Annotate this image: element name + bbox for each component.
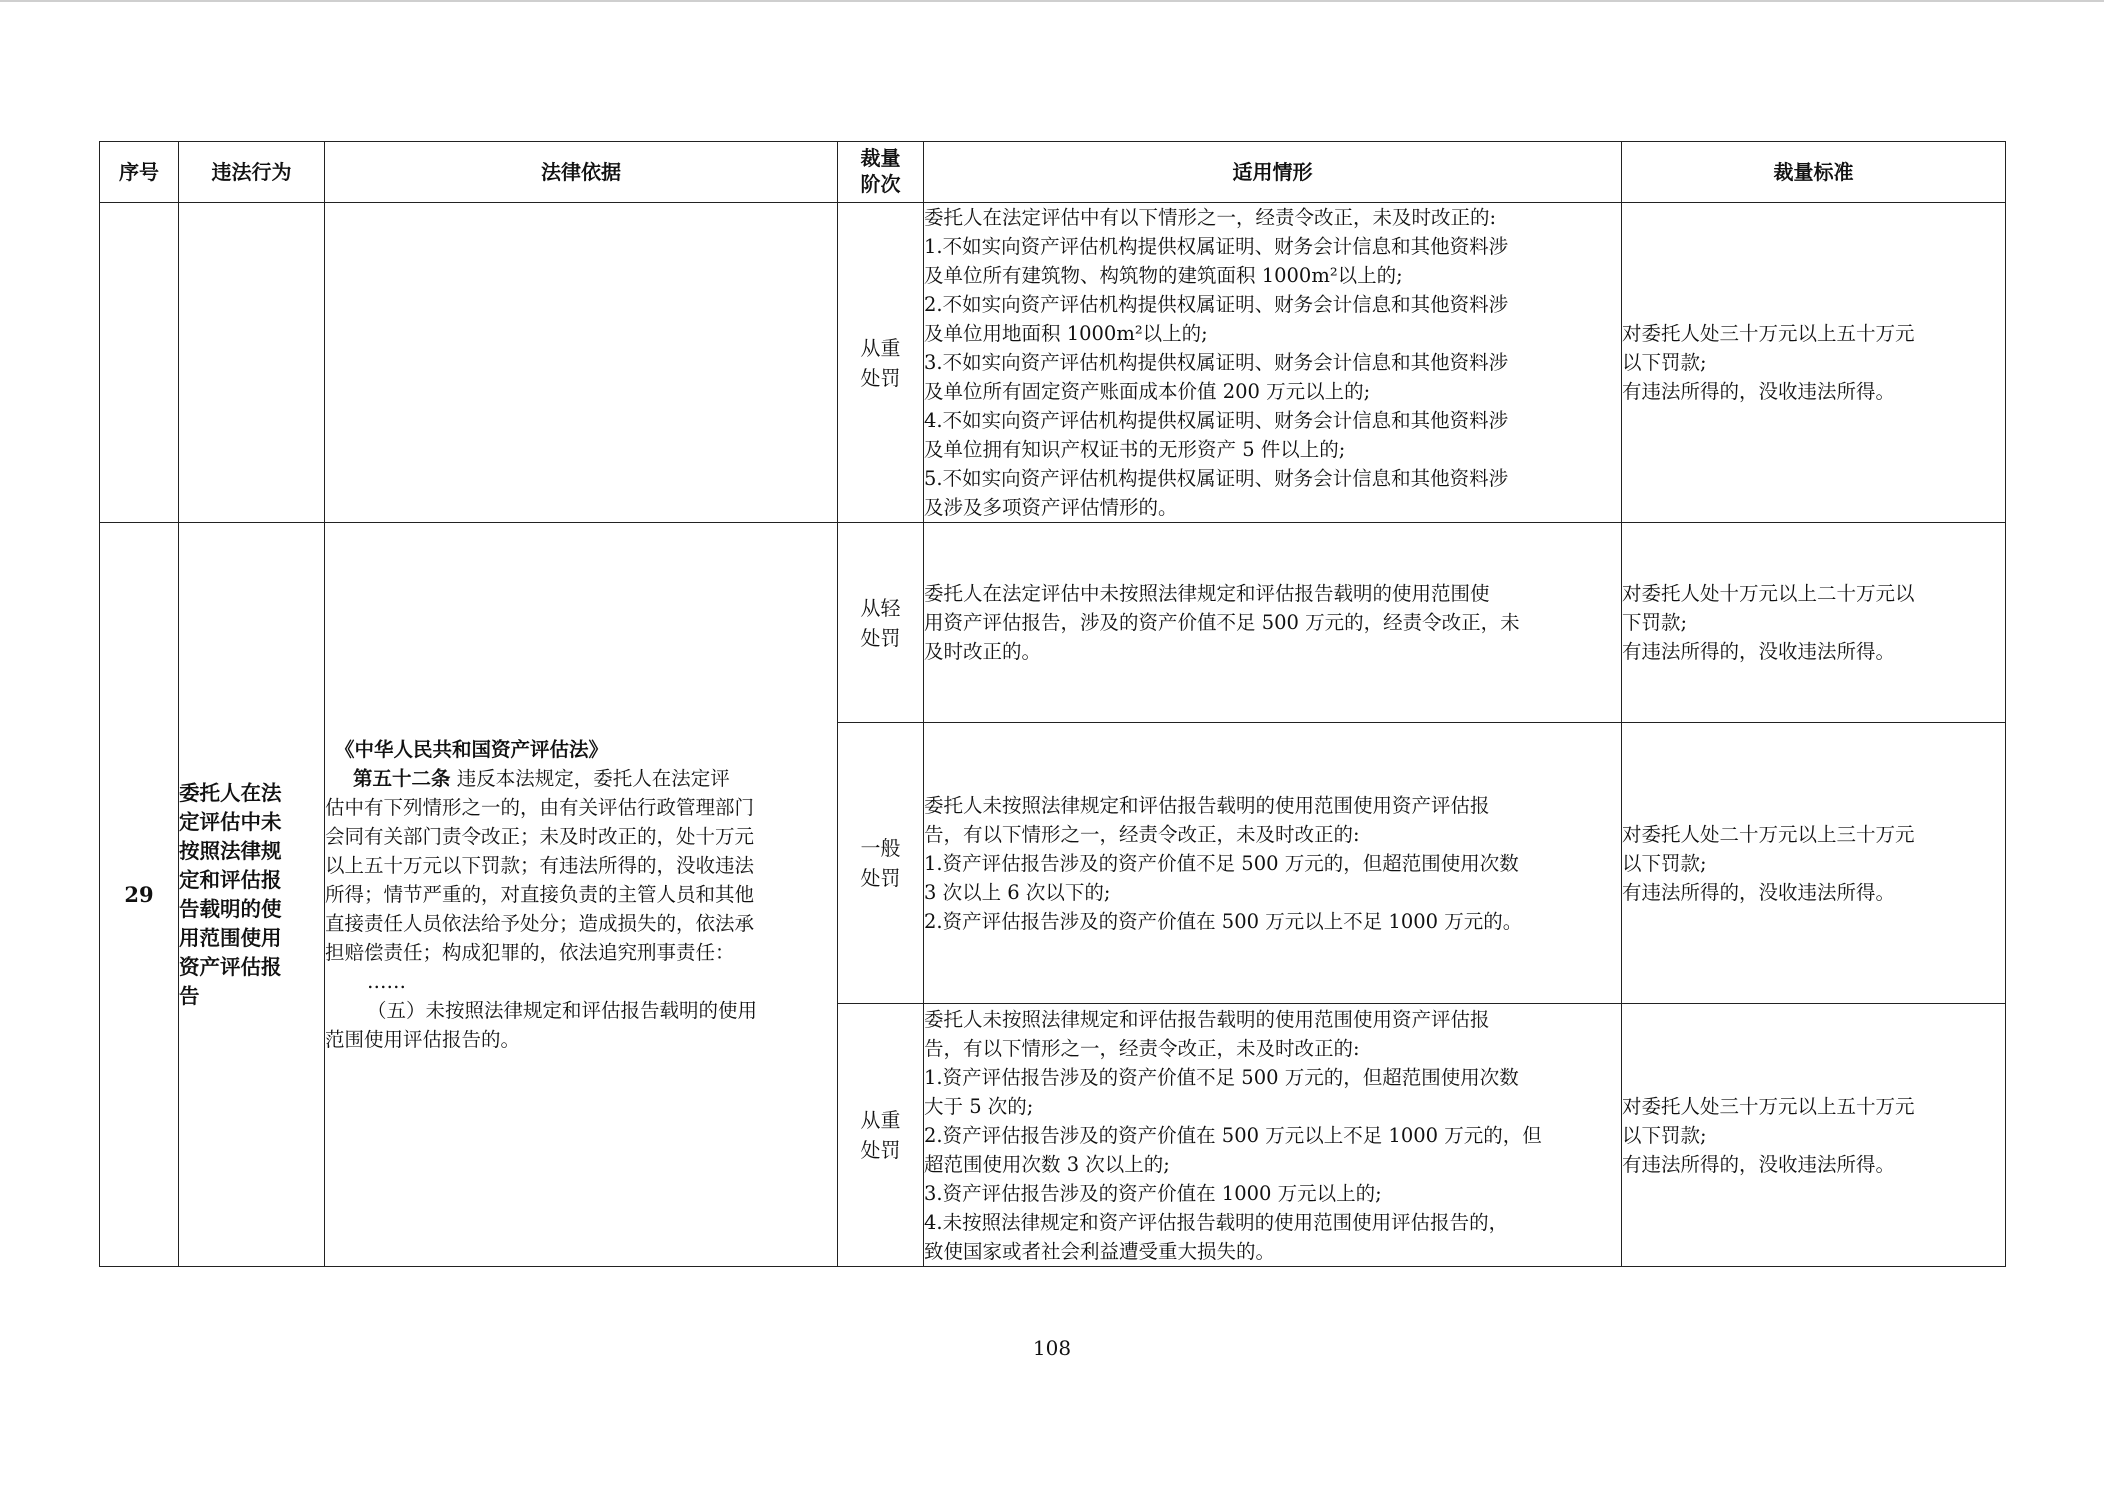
header-level-line: 阶次 [860,172,901,196]
standard-line: 以下罚款; [1622,851,1707,875]
condition-line: 及单位拥有知识产权证书的无形资产 5 件以上的; [924,438,1346,461]
condition-line: 1.不如实向资产评估机构提供权属证明、财务会计信息和其他资料涉 [924,235,1509,258]
condition-line: 超范围使用次数 3 次以上的; [924,1152,1170,1176]
article-item-line: 范围使用评估报告的。 [325,1028,521,1051]
legal-cell-empty [325,203,838,523]
seq-cell: 29 [100,523,179,1267]
condition-line: 2.不如实向资产评估机构提供权属证明、财务会计信息和其他资料涉 [924,293,1509,316]
condition-line: 告，有以下情形之一，经责令改正，未及时改正的: [924,822,1360,846]
standard-line: 有违法所得的，没收违法所得。 [1622,380,1896,403]
violation-line: 委托人在法 [179,780,282,805]
level-text: 处罚 [860,866,901,890]
level-cell [838,523,924,723]
level-cell [838,203,924,523]
condition-line: 2.资产评估报告涉及的资产价值在 500 万元以上不足 1000 万元的。 [924,909,1523,933]
header-seq: 序号 [100,142,179,203]
discretion-standard-table [99,141,2006,1267]
article-line: 以上五十万元以下罚款；有违法所得的，没收违法 [325,854,755,877]
article-line: 违反本法规定，委托人在法定评 [456,767,730,790]
standard-cell [1622,523,2006,723]
condition-line: 及单位所有固定资产账面成本价值 200 万元以上的; [924,380,1371,403]
level-text: 处罚 [860,625,901,650]
standard-line: 对委托人处二十万元以上三十万元 [1622,822,1915,846]
condition-line: 委托人在法定评估中有以下情形之一，经责令改正，未及时改正的: [924,206,1497,229]
condition-line: 4.未按照法律规定和资产评估报告载明的使用范围使用评估报告的， [924,1210,1509,1234]
violation-cell-empty [179,203,325,523]
condition-line: 及时改正的。 [924,640,1042,663]
article-line: 估中有下列情形之一的，由有关评估行政管理部门 [325,796,755,819]
condition-line: 4.不如实向资产评估机构提供权属证明、财务会计信息和其他资料涉 [924,409,1509,432]
violation-line: 告载明的使 [179,896,282,921]
level-cell [838,723,924,1004]
article-item-line: （五）未按照法律规定和评估报告载明的使用 [367,999,758,1022]
condition-line: 及单位所有建筑物、构筑物的建筑面积 1000m²以上的; [924,264,1403,287]
law-title: 《中华人民共和国资产评估法》 [335,738,609,761]
standard-cell [1622,1004,2006,1267]
header-level-line: 裁量 [860,146,901,170]
level-text: 处罚 [860,1138,901,1162]
condition-line: 5.不如实向资产评估机构提供权属证明、财务会计信息和其他资料涉 [924,467,1509,490]
standard-line: 对委托人处十万元以上二十万元以 [1622,582,1915,605]
legal-basis-cell [325,523,838,1267]
article-line: 担赔偿责任；构成犯罪的，依法追究刑事责任： [325,941,735,964]
level-text: 从重 [860,1108,901,1132]
standard-line: 有违法所得的，没收违法所得。 [1622,880,1896,904]
condition-line: 及单位用地面积 1000m²以上的; [924,322,1208,345]
level-text: 一般 [860,836,901,860]
condition-line: 3 次以上 6 次以下的; [924,880,1111,904]
article-line: 所得；情节严重的，对直接负责的主管人员和其他 [325,883,755,906]
level-text: 处罚 [860,365,901,390]
table-header-row [100,142,2006,203]
standard-line: 下罚款; [1622,611,1688,634]
condition-line: 1.资产评估报告涉及的资产价值不足 500 万元的，但超范围使用次数 [924,1065,1519,1089]
condition-line: 1.资产评估报告涉及的资产价值不足 500 万元的，但超范围使用次数 [924,851,1519,875]
standard-line: 有违法所得的，没收违法所得。 [1622,640,1896,663]
violation-line: 定评估中未 [179,809,282,834]
condition-cell [924,723,1622,1004]
header-applicable-situation: 适用情形 [924,142,1622,203]
condition-cell [924,1004,1622,1267]
condition-line: 及涉及多项资产评估情形的。 [924,496,1178,519]
standard-cell [1622,723,2006,1004]
header-standard: 裁量标准 [1622,142,2006,203]
standard-line: 对委托人处三十万元以上五十万元 [1622,1094,1915,1118]
violation-cell [179,523,325,1267]
standard-line: 有违法所得的，没收违法所得。 [1622,1152,1896,1176]
condition-line: 委托人未按照法律规定和评估报告载明的使用范围使用资产评估报 [924,793,1490,817]
condition-line: 3.资产评估报告涉及的资产价值在 1000 万元以上的; [924,1181,1382,1205]
level-cell [838,1004,924,1267]
violation-line: 用范围使用 [179,925,282,950]
table-row [100,203,2006,523]
header-legal-basis: 法律依据 [325,142,838,203]
level-text: 从轻 [860,595,901,620]
condition-line: 委托人在法定评估中未按照法律规定和评估报告载明的使用范围使 [924,582,1490,605]
seq-cell-empty [100,203,179,523]
header-violation: 违法行为 [179,142,325,203]
condition-line: 告，有以下情形之一，经责令改正，未及时改正的: [924,1036,1360,1060]
article-heading: 第五十二条 [353,767,451,790]
condition-line: 用资产评估报告，涉及的资产价值不足 500 万元的，经责令改正，未 [924,611,1520,634]
page-number: 108 [1032,1336,1072,1360]
condition-line: 大于 5 次的; [924,1094,1034,1118]
standard-line: 以下罚款; [1622,351,1707,374]
violation-line: 告 [179,983,200,1008]
header-level [838,142,924,203]
page-top-edge [0,0,2104,2]
violation-line: 定和评估报 [179,867,282,892]
violation-line: 按照法律规 [179,838,282,863]
level-text: 从重 [860,335,901,360]
ellipsis: …… [367,970,406,993]
standard-cell [1622,203,2006,523]
condition-line: 3.不如实向资产评估机构提供权属证明、财务会计信息和其他资料涉 [924,351,1509,374]
standard-line: 对委托人处三十万元以上五十万元 [1622,322,1915,345]
table-row [100,523,2006,723]
condition-line: 委托人未按照法律规定和评估报告载明的使用范围使用资产评估报 [924,1007,1490,1031]
article-line: 直接责任人员依法给予处分；造成损失的，依法承 [325,912,755,935]
article-line: 会同有关部门责令改正；未及时改正的，处十万元 [325,825,755,848]
condition-cell [924,203,1622,523]
condition-line: 致使国家或者社会利益遭受重大损失的。 [924,1239,1276,1263]
condition-line: 2.资产评估报告涉及的资产价值在 500 万元以上不足 1000 万元的，但 [924,1123,1542,1147]
violation-line: 资产评估报 [179,954,282,979]
standard-line: 以下罚款; [1622,1123,1707,1147]
condition-cell [924,523,1622,723]
